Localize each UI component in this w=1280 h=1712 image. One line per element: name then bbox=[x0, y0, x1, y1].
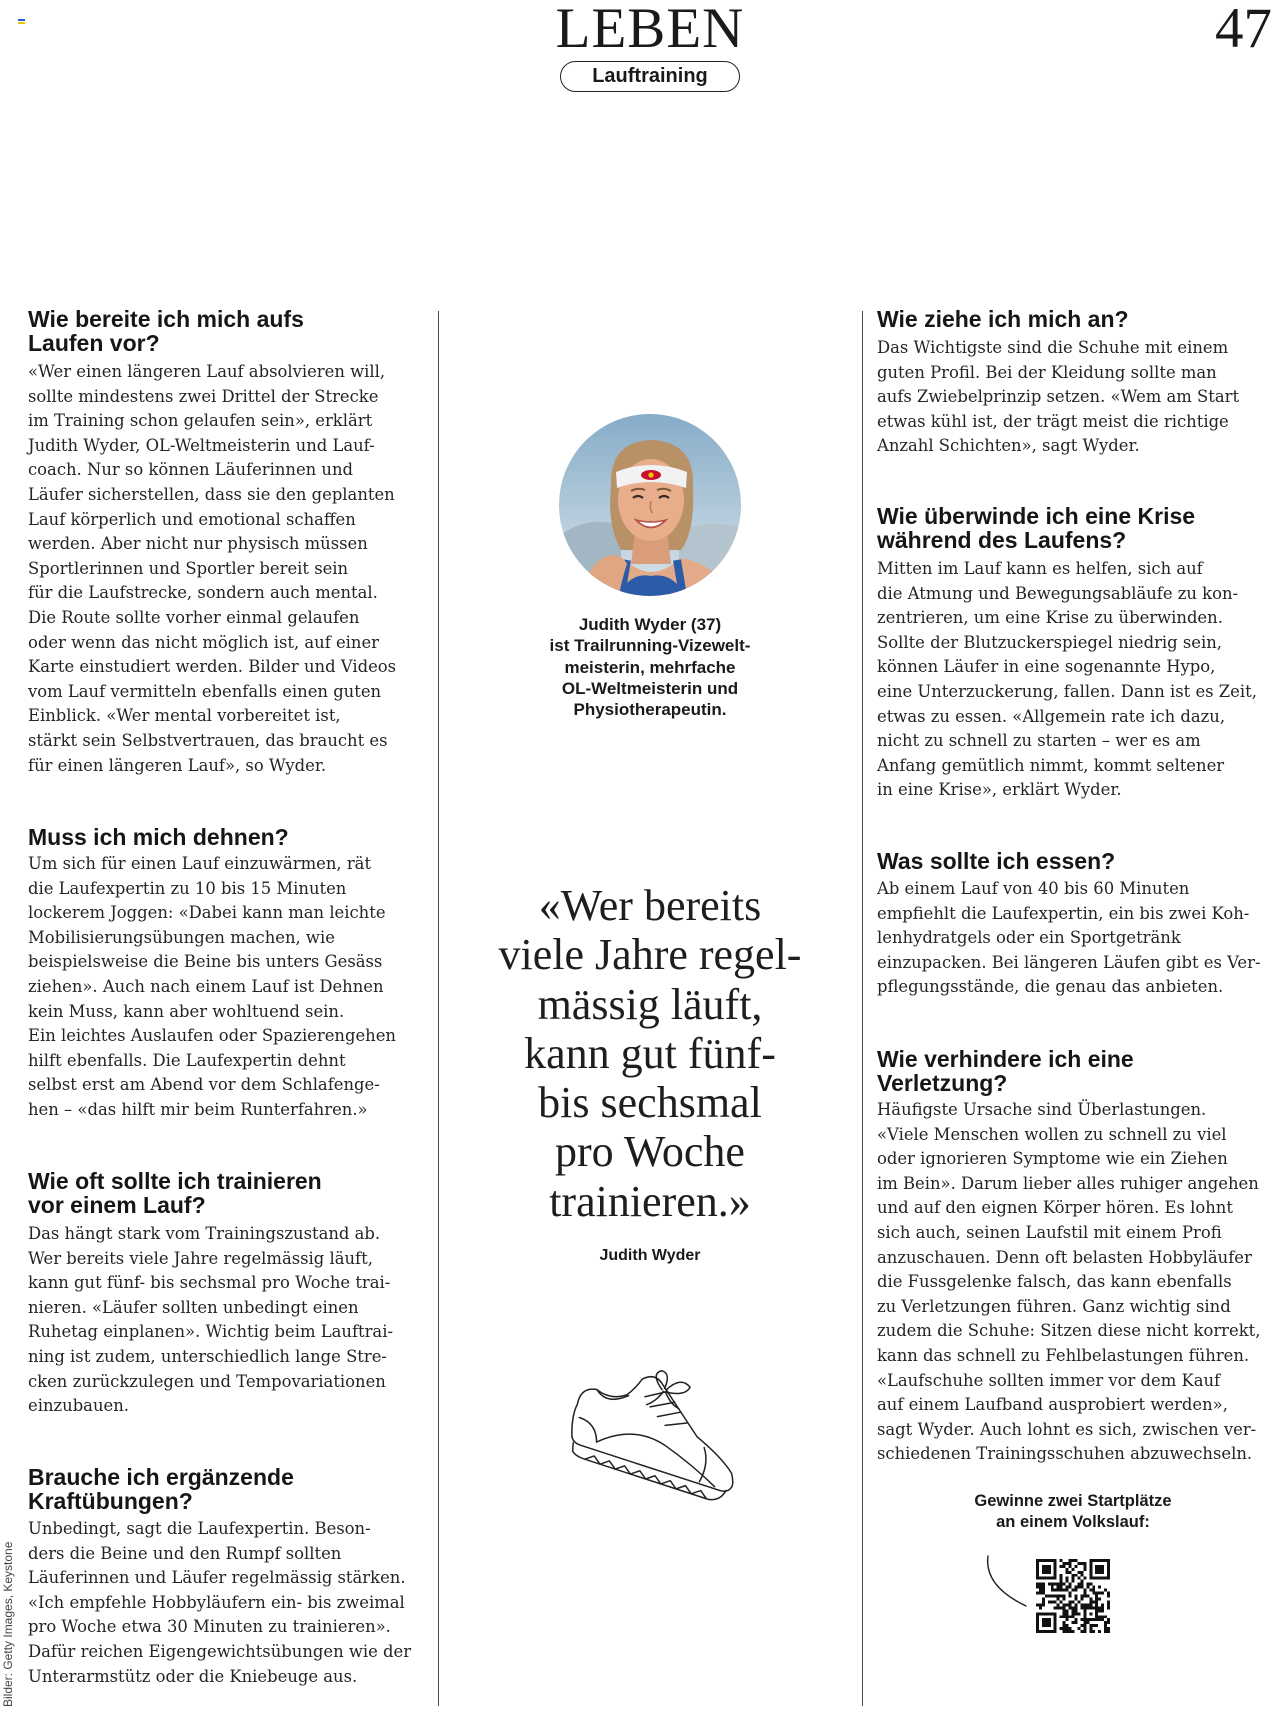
corner-mark-yellow-bar bbox=[18, 22, 25, 24]
article-paragraph: «Wer einen längeren Lauf absolvieren will, sollte mindestens zwei Drittel der Strecke im Training schon gelaufen sein», erklärt Judith Wyder, OL-Weltmeisterin und Lauf- coach. Nur so können Läuferinnen und Läufer sicherstellen, dass sie den geplanten Lauf körperlich und emotional schaffen werden. Aber nicht nur physisch müssen Sportlerinnen und Sportler bereit sein für die Laufstrecke, sondern auch mental. Die Route sollte vorher einmal gelaufen oder wenn das nicht möglich ist, auf einer Karte einstudiert werden. Bilder und Videos vom Lauf vermitteln ebenfalls einen guten Einblick. «Wer mental vorbereitet ist, stärkt sein Selbstvertrauen, das braucht es für einen längeren Lauf», so Wyder. bbox=[28, 362, 397, 775]
article-paragraph: Um sich für einen Lauf einzuwärmen, rät die Laufexpertin zu 10 bis 15 Minuten lockerem Joggen: «Dabei kann man leichte Mobilisierungsübungen machen, wie beispielsweise die Beine bis unters Gesäss ziehen». Auch nach einem Lauf ist Dehnen kein Muss, kann aber wohltuend sein. Ein leichtes Auslaufen oder Spazierengehen hilft ebenfalls. Die Laufexpertin dehnt selbst erst am Abend vor dem Schlafenge- hen – «das hilft mir beim Runterfahren.» bbox=[28, 854, 396, 1119]
section-heading-crisis: Wie überwinde ich eine Krise während des Laufens? bbox=[877, 503, 1196, 553]
article-paragraph: Häufigste Ursache sind Überlastungen. «Viele Menschen wollen zu schnell zu viel oder ignorieren Symptome wie ein Ziehen im Bein». Darum lieber alles ruhiger angehen und auf den eignen Körper hören. Es lohnt sich auch, seinen Laufstil mit einem Profi anzuschauen. Denn oft belasten Hobbyläufer die Fussgelenke falsch, das kann ebenfalls zu Verletzungen führen. Ganz wichtig sind zudem die Schuhe: Sitzen diese nicht korrekt, kann das schnell zu Fehlbelastungen führen. «Laufschuhe sollten immer vor dem Kauf auf einem Laufband ausprobiert werden», sagt Wyder. Auch lohnt es sich, zwischen ver- schiedenen Trainingsschuhen abzuwechseln. bbox=[877, 1100, 1261, 1464]
qr-code bbox=[1033, 1556, 1113, 1636]
section-heading-prepare: Wie bereite ich mich aufs Laufen vor? bbox=[28, 306, 304, 356]
running-shoe-icon bbox=[556, 1362, 756, 1507]
portrait-photo bbox=[559, 414, 741, 596]
photo-credit: Bilder: Getty Images, Keystone bbox=[1, 1541, 15, 1707]
article-paragraph: Das Wichtigste sind die Schuhe mit einem guten Profil. Bei der Kleidung sollte man aufs Zwiebelprinzip setzen. «Wem am Start etwas kühl ist, der trägt meist die richtige Anzahl Schichten», sagt Wyder. bbox=[877, 338, 1240, 456]
corner-mark-blue-bar bbox=[18, 19, 25, 21]
portrait-caption: Judith Wyder (37) ist Trailrunning-Vizewelt- meisterin, mehrfache OL-Weltmeisterin und Physiotherapeutin. bbox=[549, 615, 751, 720]
section-heading-stretching: Muss ich mich dehnen? bbox=[28, 824, 289, 850]
topic-tag: Lauftraining bbox=[560, 61, 740, 92]
section-heading-strength-exercises: Brauche ich ergänzende Kraftübungen? bbox=[28, 1464, 294, 1514]
page-number: 47 bbox=[1215, 0, 1272, 60]
contest-promo: Gewinne zwei Startplätze an einem Volkslauf: bbox=[974, 1492, 1172, 1531]
pointer-line-icon bbox=[980, 1552, 1040, 1614]
section-heading-clothing: Wie ziehe ich mich an? bbox=[877, 306, 1129, 332]
section-heading-training-frequency: Wie oft sollte ich trainieren vor einem Lauf? bbox=[28, 1168, 322, 1218]
section-heading-nutrition: Was sollte ich essen? bbox=[877, 848, 1116, 874]
article-paragraph: Unbedingt, sagt die Laufexpertin. Beson- ders die Beine und den Rumpf sollten Läuferinnen und Läufer regelmässig stärken. «Ich empfehle Hobbyläufern ein- bis zweimal pro Woche etwa 30 Minuten zu trainieren». Dafür reichen Eigengewichtsübungen wie der Unterarmstütz oder die Kniebeuge aus. bbox=[28, 1519, 412, 1686]
article-paragraph: Mitten im Lauf kann es helfen, sich auf die Atmung und Bewegungsabläufe zu kon- zentrieren, um eine Krise zu überwinden. Sollte der Blutzuckerspiegel niedrig sein, können Läufer in eine sogenannte Hypo, eine Unterzuckerung, fallen. Dann ist es Zeit, etwas zu essen. «Allgemein rate ich dazu, nicht zu schnell zu starten – wer es am Anfang gemütlich nimmt, kommt seltener in eine Krise», erklärt Wyder. bbox=[877, 559, 1257, 800]
article-paragraph: Das hängt stark vom Trainingszustand ab. Wer bereits viele Jahre regelmässig läuft, kann gut fünf- bis sechsmal pro Woche trai- nieren. «Läufer sollten unbedingt einen Ruhetag einplanen». Wichtig beim Lauftrai- ning ist zudem, unterschiedlich lange Stre- cken zurückzulegen und Tempovariationen einzubauen. bbox=[28, 1224, 393, 1416]
column-divider-left bbox=[438, 311, 439, 1706]
pull-quote: «Wer bereits viele Jahre regel- mässig läuft, kann gut fünf- bis sechsmal pro Woche trainieren.» bbox=[498, 881, 802, 1226]
section-title: LEBEN bbox=[555, 0, 745, 60]
section-heading-injury: Wie verhindere ich eine Verletzung? bbox=[877, 1046, 1134, 1096]
quote-attribution: Judith Wyder bbox=[599, 1247, 701, 1264]
article-paragraph: Ab einem Lauf von 40 bis 60 Minuten empfiehlt die Laufexpertin, ein bis zwei Koh- lenhydratgels oder ein Sportgetränk einzupacken. Bei längeren Läufen gibt es Ver- pflegungsstände, die genau das anbieten. bbox=[877, 879, 1261, 997]
corner-mark bbox=[18, 19, 25, 25]
column-divider-right bbox=[862, 311, 863, 1706]
